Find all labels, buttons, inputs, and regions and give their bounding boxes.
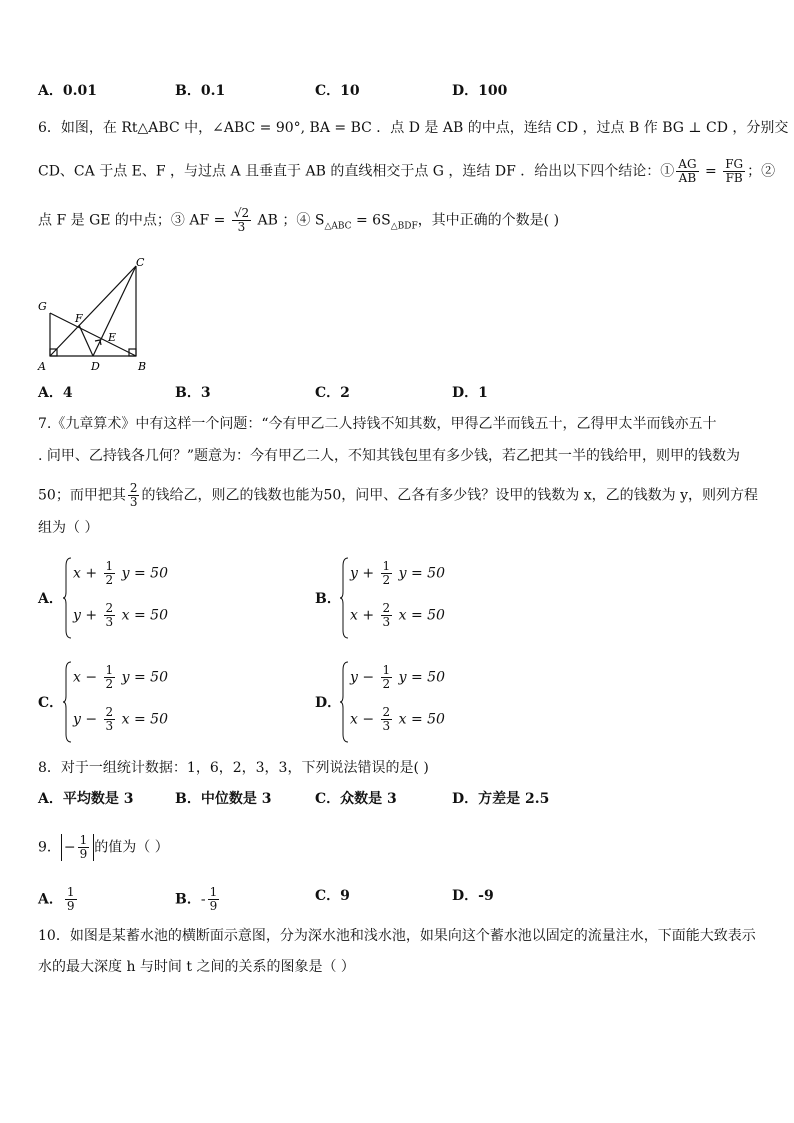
q9-option-a[interactable] [38,886,79,913]
q6-fraction-fg-fb [723,158,745,185]
eq-frac-num: 1 [105,663,114,677]
eq-lhs: y + [73,607,102,624]
q8-option-a[interactable]: A．平均数是 3 [38,791,134,807]
equation-row [350,560,445,587]
q7-option-b-label[interactable]: B． [315,591,341,607]
equation-row [350,602,445,629]
q6-frac3-num: √2 [233,206,250,220]
q7-line-2: . 问甲、乙持钱各几何？”题意为：今有甲乙二人，不知其钱包里有多少钱，若乙把其一半的钱给甲，则甲的钱数为 [38,448,741,464]
left-brace-icon [63,556,73,640]
equation-row [73,602,168,629]
q6-line-3 [38,207,559,236]
eq-frac-num: 2 [382,601,391,615]
eq-frac-den: 3 [382,615,391,629]
equation-row [350,706,445,733]
eq-frac-num: 2 [382,705,391,719]
q6-option-b[interactable]: B．3 [175,385,211,401]
q6-option-c[interactable]: C．2 [315,385,350,401]
eq-lhs: x + [350,607,379,624]
eq-lhs: y − [350,669,379,686]
left-brace-icon [340,556,350,640]
q7-frac-den: 3 [129,495,138,509]
segment-df [79,325,93,356]
label-f: F [75,312,83,325]
q9-option-b-frac [208,886,220,913]
q9-b-den: 9 [209,899,218,913]
eq-lhs: x − [73,669,102,686]
equation-row [73,706,168,733]
equation-row [73,560,168,587]
q6-option-a[interactable]: A．4 [38,385,73,401]
q6-geometry-figure [34,254,154,374]
q9-option-a-frac [65,886,77,913]
eq-fraction [104,602,116,629]
eq-frac-num: 1 [382,663,391,677]
eq-rhs: y = 50 [394,669,445,686]
q7-option-c-label[interactable]: C． [38,695,64,711]
segment-ac [50,266,136,356]
q6-line-3-mid2: = 6S [351,212,391,229]
q8-option-b[interactable]: B．中位数是 3 [175,791,272,807]
q7-line-3 [38,482,758,509]
q6-sub-abc: △ABC [324,221,352,232]
q7-line-4: 组为（ ） [38,520,99,536]
eq-rhs: x = 50 [394,711,445,728]
eq-rhs: y = 50 [394,565,445,582]
eq-frac-num: 2 [105,705,114,719]
eq-fraction [104,560,116,587]
q9-option-b-label: B． [175,891,201,908]
q6-line-2 [38,158,775,185]
q7-option-d-system [340,660,450,744]
q6-sub-bdf: △BDF [390,221,418,232]
equation-row [350,664,445,691]
eq-rhs: y = 50 [117,565,168,582]
eq-frac-den: 3 [105,719,114,733]
q6-line-3-tail: ，其中正确的个数是( ) [417,212,560,229]
eq-lhs: y − [73,711,102,728]
eq-frac-den: 2 [382,677,391,691]
eq-frac-num: 2 [105,601,114,615]
q9-minus: − [63,839,76,856]
q7-option-a-system [63,556,173,640]
eq-rhs: x = 50 [394,607,445,624]
q6-fraction-root2-3 [232,207,251,234]
label-c: C [136,256,145,269]
q7-line-3-tail: 的钱给乙，则乙的钱数也能为50，问甲、乙各有多少钱？设甲的钱数为 x，乙的钱数为 y，则列方程 [141,487,758,504]
q5-option-b[interactable]: B．0.1 [175,83,226,99]
eq-fraction [104,664,116,691]
eq-frac-den: 3 [382,719,391,733]
q6-frac1-num: AG [678,157,697,171]
eq-fraction [104,706,116,733]
label-a: A [38,360,46,373]
q6-line-3-text: 点 F 是 GE 的中点；③ AF = [38,212,230,229]
q9-abs-value [61,834,94,861]
q6-frac2-den: FB [725,171,743,185]
left-brace-icon [340,660,350,744]
q6-line-1: 6．如图，在 Rt△ABC 中，∠ABC = 90°, BA = BC ．点 D 是 AB 的中点，连结 CD ，过点 B 作 BG ⊥ CD ，分别交 [38,120,789,136]
q7-line-3-text: 50；而甲把其 [38,487,126,504]
eq-lhs: x − [350,711,379,728]
q9-line-1 [38,834,169,861]
eq-frac-den: 2 [105,573,114,587]
q6-line-2-tail: ；② [747,163,776,180]
label-b: B [138,360,147,373]
eq-frac-den: 2 [105,677,114,691]
q9-option-c[interactable]: C．9 [315,888,350,904]
eq-frac-num: 1 [382,559,391,573]
eq-fraction [381,560,393,587]
segment-gb [50,313,136,356]
q9-a-num: 1 [66,885,75,899]
q9-number: 9． [38,839,61,856]
q6-fraction-ag-ab [676,158,698,185]
q5-option-a[interactable]: A．0.01 [38,83,97,99]
equation-row [73,664,168,691]
q9-frac-num: 1 [79,833,88,847]
q6-frac3-den: 3 [237,220,246,234]
q7-option-d-label[interactable]: D． [315,695,342,711]
q6-option-d[interactable]: D．1 [452,385,488,401]
q6-frac2-num: FG [725,157,744,171]
eq-rhs: y = 50 [117,669,168,686]
q10-line-2: 水的最大深度 h 与时间 t 之间的关系的图象是（ ） [38,959,355,975]
eq-frac-den: 3 [105,615,114,629]
q5-option-c[interactable]: C．10 [315,83,360,99]
eq-fraction [381,602,393,629]
q9-b-num: 1 [209,885,218,899]
q10-line-1: 10．如图是某蓄水池的横断面示意图，分为深水池和浅水池，如果向这个蓄水池以固定的流量注水，下面能大致表示 [38,928,756,944]
q8-option-c[interactable]: C．众数是 3 [315,791,397,807]
q7-fraction-2-3 [128,482,140,509]
label-e: E [108,331,117,344]
eq-frac-num: 1 [105,559,114,573]
q9-option-b-sign: - [200,891,206,908]
q7-option-b-system [340,556,450,640]
q9-a-den: 9 [66,899,75,913]
q6-line-3-mid: AB ；④ S [253,212,325,229]
label-g: G [38,300,47,313]
q7-line-1: 7.《九章算术》中有这样一个问题：“今有甲乙二人持钱不知其数，甲得乙半而钱五十，乙得甲太半而钱亦五十 [38,416,717,432]
q8-option-d[interactable]: D．方差是 2.5 [452,791,550,807]
label-d: D [91,360,100,373]
left-brace-icon [63,660,73,744]
eq-frac-den: 2 [382,573,391,587]
eq-rhs: x = 50 [117,711,168,728]
eq-fraction [381,664,393,691]
eq-lhs: x + [73,565,102,582]
eq-rhs: x = 50 [117,607,168,624]
q5-option-d[interactable]: D．100 [452,83,508,99]
q7-frac-num: 2 [129,481,138,495]
q9-tail: 的值为（ ） [94,839,169,856]
q9-fraction [78,834,90,861]
q9-option-b[interactable] [175,886,221,913]
q6-line-2-text: CD、CA 于点 E、F ，与过点 A 且垂直于 AB 的直线相交于点 G ，连结 DF ．给出以下四个结论：① [38,163,675,180]
q7-option-c-system [63,660,173,744]
q6-equals: = [700,163,722,180]
q7-option-a-label[interactable]: A． [38,591,63,607]
eq-lhs: y + [350,565,379,582]
q8-line-1: 8．对于一组统计数据：1，6，2，3，3，下列说法错误的是( ) [38,760,429,776]
q9-option-a-label: A． [38,891,63,908]
q9-frac-den: 9 [79,847,88,861]
q6-frac1-den: AB [678,171,697,185]
q9-option-d[interactable]: D．-9 [452,888,494,904]
eq-fraction [381,706,393,733]
